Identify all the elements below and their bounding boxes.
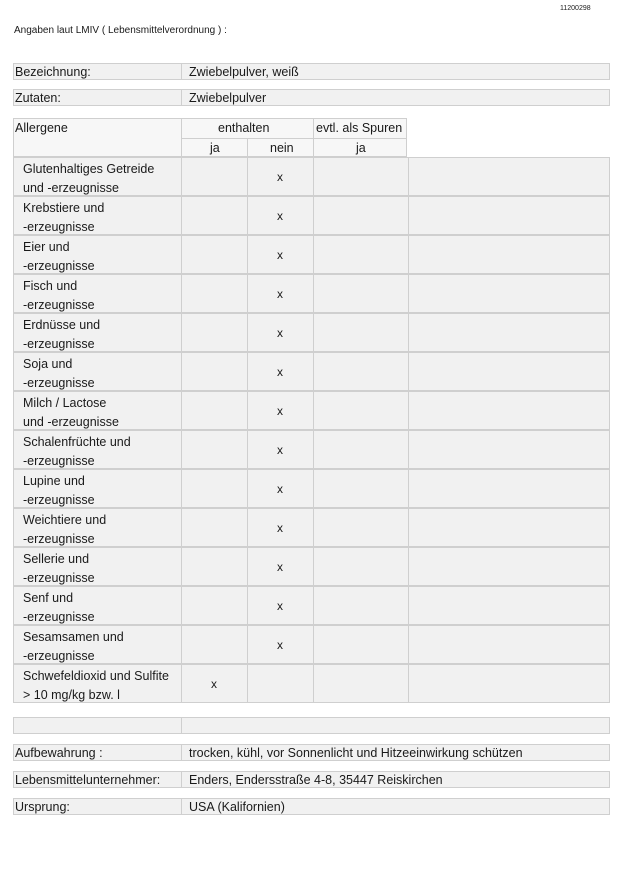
unternehmer-row bbox=[13, 771, 610, 788]
extra-cell bbox=[408, 509, 610, 546]
nein-cell bbox=[247, 509, 313, 546]
allergen-title: Allergene bbox=[15, 121, 68, 135]
ursprung-row bbox=[13, 798, 610, 815]
allergen-name-line2: -erzeugnisse bbox=[23, 571, 95, 585]
spuren-cell bbox=[313, 197, 408, 234]
allergen-name-line2: -erzeugnisse bbox=[23, 532, 95, 546]
ja-cell bbox=[181, 392, 247, 429]
spuren-cell bbox=[313, 665, 408, 702]
ja-cell bbox=[181, 626, 247, 663]
nein-cell bbox=[247, 626, 313, 663]
ja-cell bbox=[181, 353, 247, 390]
spuren-cell bbox=[313, 353, 408, 390]
allergen-name-line2: -erzeugnisse bbox=[23, 649, 95, 663]
allergen-name-line2: -erzeugnisse bbox=[23, 376, 95, 390]
ursprung-label: Ursprung: bbox=[14, 799, 182, 814]
nein-cell bbox=[247, 275, 313, 312]
document-number: 11200298 bbox=[560, 5, 591, 12]
allergen-name-line1: Senf und bbox=[23, 591, 74, 605]
allergen-name bbox=[23, 511, 188, 549]
allergen-name-line2: und -erzeugnisse bbox=[23, 415, 119, 429]
empty-label bbox=[14, 718, 182, 733]
nein-cell bbox=[247, 197, 313, 234]
unternehmer-label: Lebensmittelunternehmer: bbox=[14, 772, 182, 787]
nein-mark: x bbox=[277, 521, 283, 535]
nein-mark: x bbox=[277, 209, 283, 223]
zutaten-value: Zwiebelpulver bbox=[189, 91, 267, 105]
ja-cell bbox=[181, 275, 247, 312]
allergen-name bbox=[23, 550, 188, 588]
allergen-name bbox=[23, 199, 188, 237]
ja-cell bbox=[181, 548, 247, 585]
allergen-row bbox=[13, 547, 610, 586]
ja-cell bbox=[181, 158, 247, 195]
allergen-name-line1: Schalenfrüchte und bbox=[23, 435, 131, 449]
empty-row bbox=[13, 717, 610, 734]
aufbewahrung-label: Aufbewahrung : bbox=[14, 745, 182, 760]
allergen-name bbox=[23, 160, 188, 198]
nein-mark: x bbox=[277, 287, 283, 301]
extra-cell bbox=[408, 353, 610, 390]
extra-cell bbox=[408, 431, 610, 468]
allergen-name-line2: -erzeugnisse bbox=[23, 298, 95, 312]
ja-cell bbox=[181, 470, 247, 507]
allergen-name-line1: Glutenhaltiges Getreide bbox=[23, 162, 155, 176]
allergen-row bbox=[13, 391, 610, 430]
extra-cell bbox=[408, 275, 610, 312]
allergen-name-line2: -erzeugnisse bbox=[23, 610, 95, 624]
allergen-name bbox=[23, 355, 188, 393]
allergen-name-line1: Krebstiere und bbox=[23, 201, 105, 215]
allergen-name-line2: -erzeugnisse bbox=[23, 337, 95, 351]
allergen-row bbox=[13, 196, 610, 235]
nein-mark: x bbox=[277, 170, 283, 184]
extra-cell bbox=[408, 548, 610, 585]
spuren-ja-header: ja bbox=[356, 141, 366, 155]
nein-cell bbox=[247, 353, 313, 390]
allergen-table bbox=[13, 118, 610, 707]
allergen-name-line1: Fisch und bbox=[23, 279, 78, 293]
ja-cell bbox=[181, 587, 247, 624]
nein-mark: x bbox=[277, 599, 283, 613]
allergen-name-line1: Sellerie und bbox=[23, 552, 90, 566]
allergen-row bbox=[13, 313, 610, 352]
extra-cell bbox=[408, 665, 610, 702]
nein-mark: x bbox=[277, 248, 283, 262]
extra-cell bbox=[408, 314, 610, 351]
bezeichnung-label: Bezeichnung: bbox=[14, 64, 182, 79]
allergen-name bbox=[23, 472, 188, 510]
nein-cell bbox=[247, 431, 313, 468]
allergen-name-line2: -erzeugnisse bbox=[23, 493, 95, 507]
allergen-row bbox=[13, 508, 610, 547]
spuren-cell bbox=[313, 431, 408, 468]
spuren-header: evtl. als Spuren bbox=[316, 121, 403, 135]
allergen-name-line2: und -erzeugnisse bbox=[23, 181, 119, 195]
nein-cell bbox=[247, 587, 313, 624]
ja-cell bbox=[181, 236, 247, 273]
allergen-name bbox=[23, 433, 188, 471]
allergen-table-header bbox=[13, 118, 407, 157]
nein-mark: x bbox=[277, 365, 283, 379]
extra-cell bbox=[408, 158, 610, 195]
nein-cell bbox=[247, 158, 313, 195]
allergen-name-line1: Eier und bbox=[23, 240, 70, 254]
nein-mark: x bbox=[277, 404, 283, 418]
allergen-name bbox=[23, 394, 188, 432]
allergen-row bbox=[13, 157, 610, 196]
ja-cell bbox=[181, 665, 247, 702]
allergen-row bbox=[13, 586, 610, 625]
allergen-name-line2: -erzeugnisse bbox=[23, 259, 95, 273]
nein-header: nein bbox=[270, 141, 294, 155]
allergen-row bbox=[13, 352, 610, 391]
allergen-row bbox=[13, 235, 610, 274]
spuren-cell bbox=[313, 548, 408, 585]
spuren-cell bbox=[313, 236, 408, 273]
allergen-row bbox=[13, 469, 610, 508]
spuren-cell bbox=[313, 509, 408, 546]
spuren-cell bbox=[313, 158, 408, 195]
ursprung-value: USA (Kalifornien) bbox=[189, 800, 285, 814]
bezeichnung-value: Zwiebelpulver, weiß bbox=[189, 65, 299, 79]
allergen-name bbox=[23, 667, 188, 705]
allergen-name-line1: Soja und bbox=[23, 357, 73, 371]
nein-cell bbox=[247, 392, 313, 429]
nein-cell bbox=[247, 236, 313, 273]
allergen-name bbox=[23, 316, 188, 354]
allergen-name-line2: -erzeugnisse bbox=[23, 220, 95, 234]
unternehmer-value: Enders, Endersstraße 4-8, 35447 Reiskirchen bbox=[189, 773, 443, 787]
spuren-cell bbox=[313, 392, 408, 429]
zutaten-label: Zutaten: bbox=[14, 90, 182, 105]
spuren-cell bbox=[313, 626, 408, 663]
intro-heading: Angaben laut LMIV ( Lebensmittelverordnung ) : bbox=[14, 25, 227, 36]
enthalten-header: enthalten bbox=[218, 121, 270, 135]
aufbewahrung-row bbox=[13, 744, 610, 761]
extra-cell bbox=[408, 392, 610, 429]
allergen-row bbox=[13, 664, 610, 703]
nein-cell bbox=[247, 665, 313, 702]
nein-mark: x bbox=[277, 482, 283, 496]
allergen-name-line1: Milch / Lactose bbox=[23, 396, 107, 410]
ja-cell bbox=[181, 197, 247, 234]
allergen-name bbox=[23, 277, 188, 315]
nein-cell bbox=[247, 470, 313, 507]
allergen-name-line1: Schwefeldioxid und Sulfite bbox=[23, 669, 169, 683]
nein-cell bbox=[247, 548, 313, 585]
ja-cell bbox=[181, 509, 247, 546]
allergen-name bbox=[23, 238, 188, 276]
ja-header: ja bbox=[210, 141, 220, 155]
allergen-name-line1: Weichtiere und bbox=[23, 513, 107, 527]
allergen-row bbox=[13, 430, 610, 469]
allergen-row bbox=[13, 625, 610, 664]
ja-mark: x bbox=[211, 677, 217, 691]
spuren-cell bbox=[313, 587, 408, 624]
spuren-cell bbox=[313, 275, 408, 312]
zutaten-row bbox=[13, 89, 610, 106]
aufbewahrung-value: trocken, kühl, vor Sonnenlicht und Hitzeeinwirkung schützen bbox=[189, 746, 523, 760]
allergen-name bbox=[23, 589, 188, 627]
nein-cell bbox=[247, 314, 313, 351]
nein-mark: x bbox=[277, 560, 283, 574]
allergen-name-line2: -erzeugnisse bbox=[23, 454, 95, 468]
spuren-cell bbox=[313, 470, 408, 507]
nein-mark: x bbox=[277, 443, 283, 457]
ja-cell bbox=[181, 431, 247, 468]
extra-cell bbox=[408, 587, 610, 624]
ja-cell bbox=[181, 314, 247, 351]
bezeichnung-row bbox=[13, 63, 610, 80]
spuren-cell bbox=[313, 314, 408, 351]
extra-cell bbox=[408, 197, 610, 234]
extra-cell bbox=[408, 236, 610, 273]
allergen-name bbox=[23, 628, 188, 666]
extra-cell bbox=[408, 470, 610, 507]
allergen-row bbox=[13, 274, 610, 313]
allergen-name-line1: Lupine und bbox=[23, 474, 85, 488]
extra-cell bbox=[408, 626, 610, 663]
nein-mark: x bbox=[277, 326, 283, 340]
nein-mark: x bbox=[277, 638, 283, 652]
allergen-name-line1: Sesamsamen und bbox=[23, 630, 124, 644]
allergen-name-line2: > 10 mg/kg bzw. l bbox=[23, 688, 120, 702]
allergen-name-line1: Erdnüsse und bbox=[23, 318, 101, 332]
